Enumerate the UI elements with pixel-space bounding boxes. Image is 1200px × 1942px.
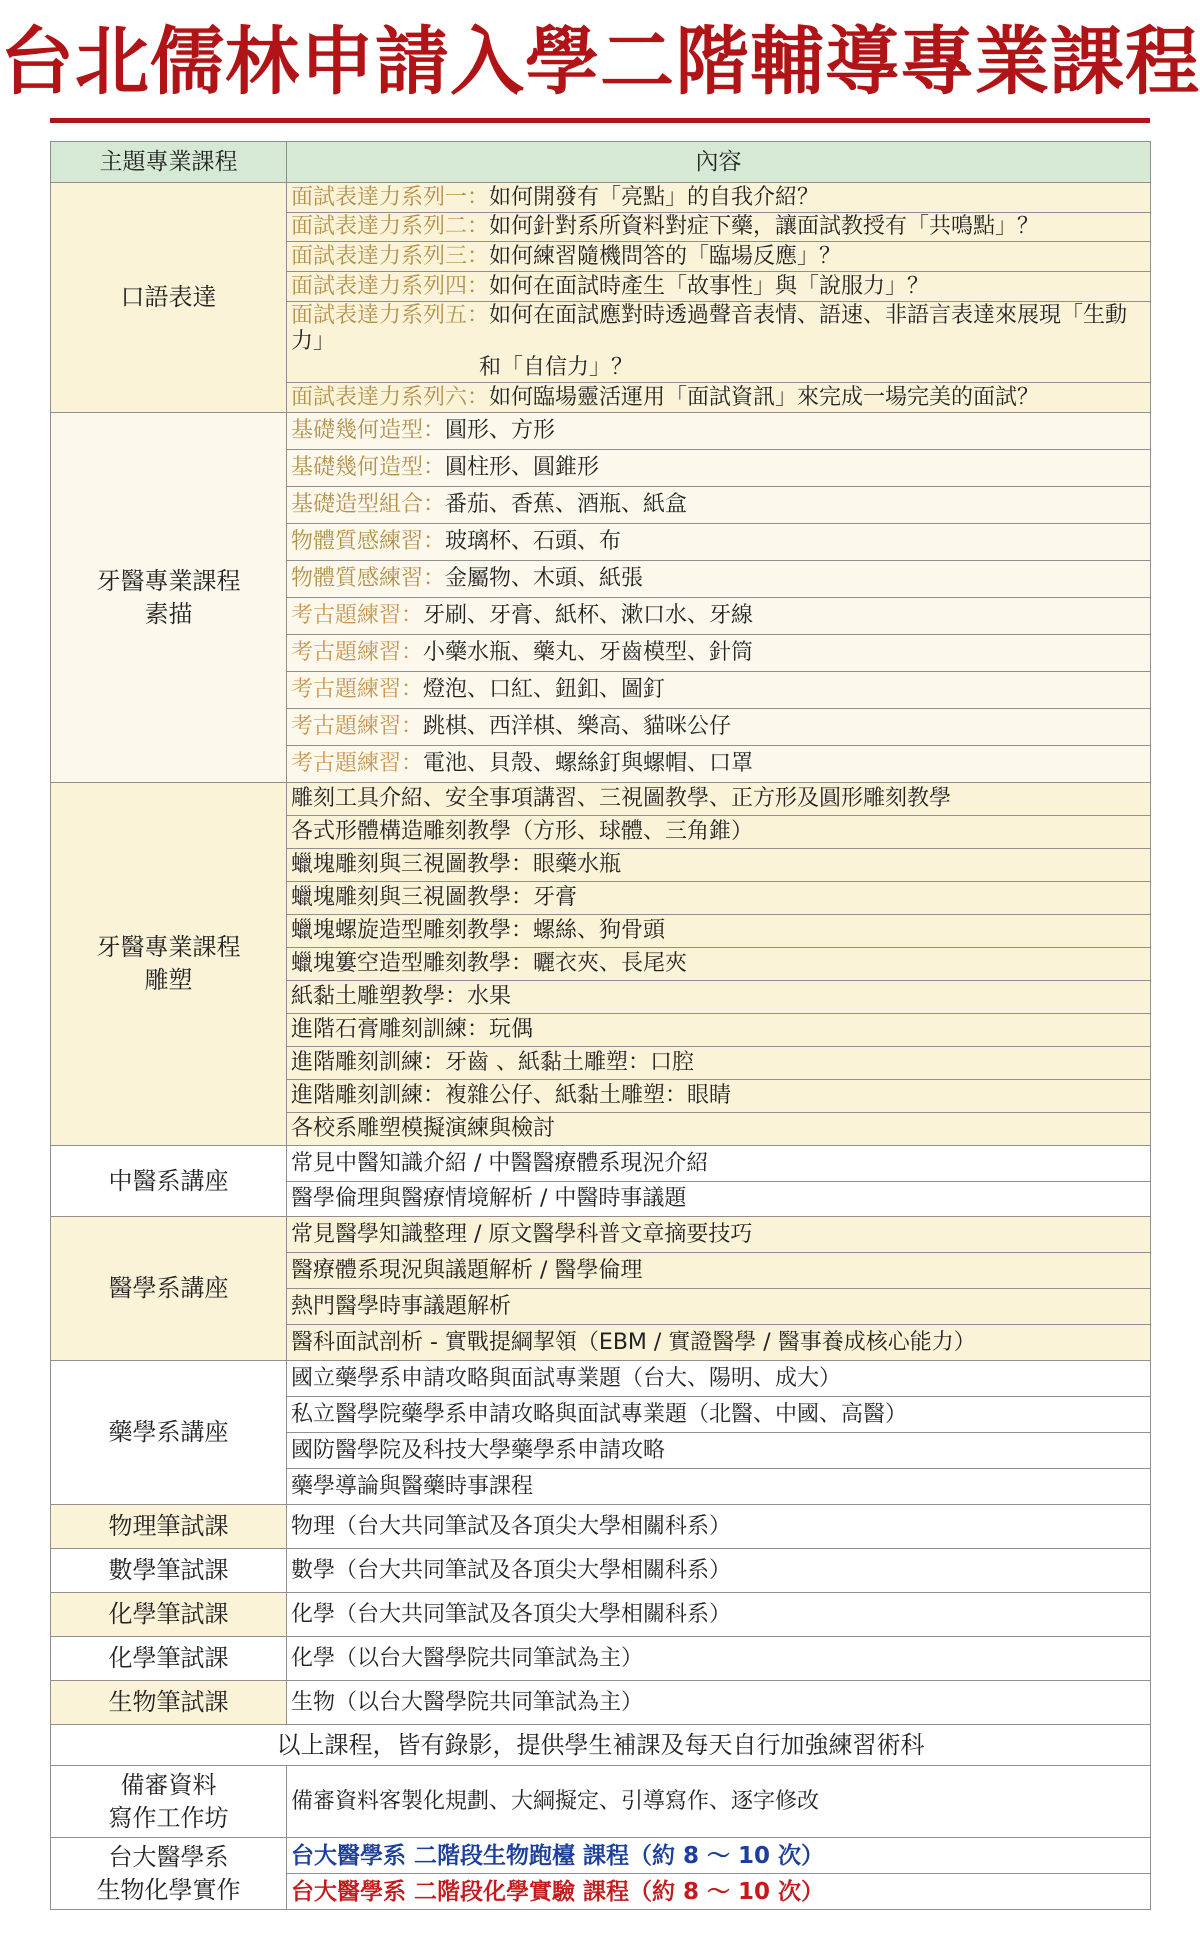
course-table xyxy=(50,141,1151,1910)
table-row xyxy=(51,1838,1151,1874)
header-topic: 主題專業課程 xyxy=(51,142,287,183)
table-row xyxy=(51,1361,1151,1397)
category-chem-2: 化學筆試課 xyxy=(51,1637,287,1681)
tcm-item: 醫學倫理與醫療情境解析 / 中醫時事議題 xyxy=(287,1182,1151,1217)
table-row xyxy=(51,1593,1151,1637)
table-row xyxy=(51,183,1151,213)
sculpt-item: 各式形體構造雕刻教學（方形、球體、三角錐） xyxy=(287,816,1151,849)
sculpt-item: 雕刻工具介紹、安全事項講習、三視圖教學、正方形及圓形雕刻教學 xyxy=(287,783,1151,816)
category-med: 醫學系講座 xyxy=(51,1217,287,1361)
category-lab: 台大醫學系 生物化學實作 xyxy=(51,1838,287,1910)
exam-item: 生物（以台大醫學院共同筆試為主） xyxy=(287,1681,1151,1725)
oral-item: 面試表達力系列二：如何針對系所資料對症下藥，讓面試教授有「共鳴點」？ xyxy=(287,213,1151,242)
pharm-item: 藥學導論與醫藥時事課程 xyxy=(287,1469,1151,1505)
page-title: 台北儒林申請入學二階輔導專業課程 xyxy=(0,19,1200,105)
sculpt-item: 蠟塊螺旋造型雕刻教學：螺絲、狗骨頭 xyxy=(287,915,1151,948)
exam-item: 數學（台大共同筆試及各頂尖大學相關科系） xyxy=(287,1549,1151,1593)
sketch-item: 基礎幾何造型：圓形、方形 xyxy=(287,413,1151,450)
sketch-item: 考古題練習：牙刷、牙膏、紙杯、漱口水、牙線 xyxy=(287,598,1151,635)
table-row xyxy=(51,1217,1151,1253)
sketch-item: 物體質感練習：玻璃杯、石頭、布 xyxy=(287,524,1151,561)
sketch-item: 基礎造型組合：番茄、香蕉、酒瓶、紙盒 xyxy=(287,487,1151,524)
med-item: 熱門醫學時事議題解析 xyxy=(287,1289,1151,1325)
sketch-item: 考古題練習：燈泡、口紅、鈕釦、圖釘 xyxy=(287,672,1151,709)
category-physics: 物理筆試課 xyxy=(51,1505,287,1549)
exam-item: 化學（以台大醫學院共同筆試為主） xyxy=(287,1637,1151,1681)
sketch-item: 物體質感練習：金屬物、木頭、紙張 xyxy=(287,561,1151,598)
category-workshop: 備審資料 寫作工作坊 xyxy=(51,1766,287,1838)
med-item: 醫科面試剖析 - 實戰提綱挈領（EBM / 實證醫學 / 醫事養成核心能力） xyxy=(287,1325,1151,1361)
sculpt-item: 蠟塊雕刻與三視圖教學：牙膏 xyxy=(287,882,1151,915)
pharm-item: 國防醫學院及科技大學藥學系申請攻略 xyxy=(287,1433,1151,1469)
sculpt-item: 進階雕刻訓練：複雜公仔、紙黏土雕塑：眼睛 xyxy=(287,1080,1151,1113)
table-row xyxy=(51,1681,1151,1725)
pharm-item: 國立藥學系申請攻略與面試專業題（台大、陽明、成大） xyxy=(287,1361,1151,1397)
recording-note: 以上課程，皆有錄影，提供學生補課及每天自行加強練習術科 xyxy=(51,1725,1151,1766)
category-math: 數學筆試課 xyxy=(51,1549,287,1593)
exam-item: 物理（台大共同筆試及各頂尖大學相關科系） xyxy=(287,1505,1151,1549)
sculpt-item: 各校系雕塑模擬演練與檢討 xyxy=(287,1113,1151,1146)
sculpt-item: 蠟塊簍空造型雕刻教學：曬衣夾、長尾夾 xyxy=(287,948,1151,981)
lab-bio-item: 台大醫學系 二階段生物跑檯 課程（約 8 ～ 10 次） xyxy=(287,1838,1151,1874)
oral-item: 面試表達力系列三：如何練習隨機問答的「臨場反應」？ xyxy=(287,242,1151,272)
exam-item: 化學（台大共同筆試及各頂尖大學相關科系） xyxy=(287,1593,1151,1637)
table-row xyxy=(51,1505,1151,1549)
category-bio: 生物筆試課 xyxy=(51,1681,287,1725)
oral-item: 面試表達力系列一：如何開發有「亮點」的自我介紹？ xyxy=(287,183,1151,213)
table-row xyxy=(51,1637,1151,1681)
table-row xyxy=(51,413,1151,450)
title-underline xyxy=(50,118,1150,123)
category-pharm: 藥學系講座 xyxy=(51,1361,287,1505)
med-item: 醫療體系現況與議題解析 / 醫學倫理 xyxy=(287,1253,1151,1289)
table-row xyxy=(51,1766,1151,1838)
med-item: 常見醫學知識整理 / 原文醫學科普文章摘要技巧 xyxy=(287,1217,1151,1253)
sketch-item: 考古題練習：跳棋、西洋棋、樂高、貓咪公仔 xyxy=(287,709,1151,746)
sketch-item: 考古題練習：小藥水瓶、藥丸、牙齒模型、針筒 xyxy=(287,635,1151,672)
category-chem: 化學筆試課 xyxy=(51,1593,287,1637)
sculpt-item: 進階石膏雕刻訓練：玩偶 xyxy=(287,1014,1151,1047)
header-content: 內容 xyxy=(287,142,1151,183)
pharm-item: 私立醫學院藥學系申請攻略與面試專業題（北醫、中國、高醫） xyxy=(287,1397,1151,1433)
oral-item: 面試表達力系列五：如何在面試應對時透過聲音表情、語速、非語言表達來展現「生動力」 和「自信力」？ xyxy=(287,302,1151,383)
oral-item: 面試表達力系列四：如何在面試時產生「故事性」與「說服力」？ xyxy=(287,272,1151,302)
sculpt-item: 蠟塊雕刻與三視圖教學：眼藥水瓶 xyxy=(287,849,1151,882)
category-oral: 口語表達 xyxy=(51,183,287,413)
table-row xyxy=(51,1146,1151,1182)
table-row xyxy=(51,1549,1151,1593)
table-row xyxy=(51,1725,1151,1766)
table-header xyxy=(51,142,1151,183)
sketch-item: 考古題練習：電池、貝殼、螺絲釘與螺帽、口罩 xyxy=(287,746,1151,783)
category-sculpt: 牙醫專業課程 雕塑 xyxy=(51,783,287,1146)
sketch-item: 基礎幾何造型：圓柱形、圓錐形 xyxy=(287,450,1151,487)
category-tcm: 中醫系講座 xyxy=(51,1146,287,1217)
category-sketch: 牙醫專業課程 素描 xyxy=(51,413,287,783)
workshop-item: 備審資料客製化規劃、大綱擬定、引導寫作、逐字修改 xyxy=(287,1766,1151,1838)
sculpt-item: 紙黏土雕塑教學：水果 xyxy=(287,981,1151,1014)
oral-item: 面試表達力系列六：如何臨場靈活運用「面試資訊」來完成一場完美的面試？ xyxy=(287,383,1151,413)
table-row xyxy=(51,783,1151,816)
lab-chem-item: 台大醫學系 二階段化學實驗 課程（約 8 ～ 10 次） xyxy=(287,1874,1151,1910)
sculpt-item: 進階雕刻訓練：牙齒 、紙黏土雕塑：口腔 xyxy=(287,1047,1151,1080)
tcm-item: 常見中醫知識介紹 / 中醫醫療體系現況介紹 xyxy=(287,1146,1151,1182)
